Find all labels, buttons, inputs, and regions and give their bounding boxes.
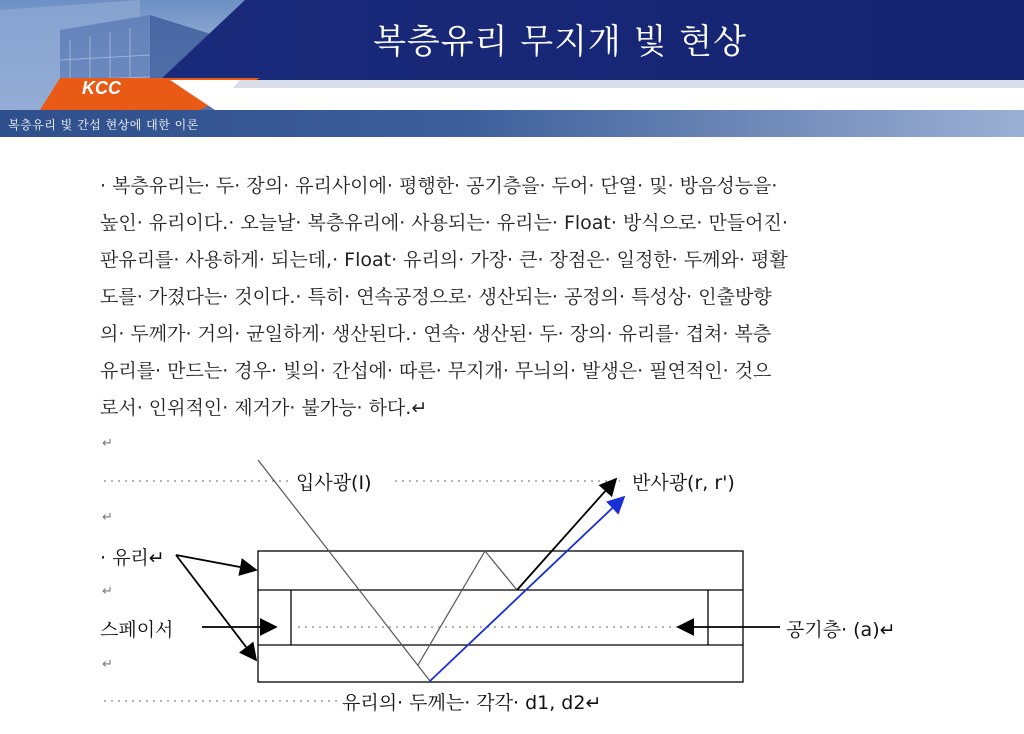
kcc-logo: KCC	[82, 78, 121, 98]
air-layer-label: 공기층· (a)↵	[786, 619, 896, 641]
paragraph-mark: ↵	[102, 510, 113, 525]
glass-arrow-bottom	[176, 555, 256, 660]
page-title: 복층유리 무지개 빛 현상	[373, 22, 747, 62]
paragraph-line: 의· 두께가· 거의· 균일하게· 생산된다.· 연속· 생산된· 두· 장의· 유리를· 겹쳐· 복층	[100, 323, 772, 345]
paragraph-mark: ↵	[102, 584, 113, 599]
spacer-label: 스페이서	[100, 619, 174, 641]
internal-reflection	[418, 551, 517, 665]
glass-label: · 유리↵	[100, 547, 165, 569]
subtitle-text: 복층유리 빛 간섭 현상에 대한 이론	[8, 118, 199, 132]
reflected-ray-blue	[430, 497, 624, 681]
incident-light-label: 입사광(I)	[296, 472, 372, 494]
reflected-light-label: 반사광(r, r')	[632, 472, 735, 494]
paragraph-line: 도를· 가졌다는· 것이다.· 특히· 연속공정으로· 생산되는· 공정의· 특성상· 인출방향	[100, 286, 772, 308]
paragraph-line: · 복층유리는· 두· 장의· 유리사이에· 평행한· 공기층을· 두어· 단열· 및· 방음성능을·	[100, 175, 778, 197]
thickness-label: 유리의· 두께는· 각각· d1, d2↵	[342, 692, 602, 714]
paragraph-line: 판유리를· 사용하게· 되는데,· Float· 유리의· 가장· 큰· 장점은· 일정한· 두께와· 평활	[100, 249, 788, 271]
paragraph-mark: ↵	[102, 657, 113, 672]
paragraph-mark: ↵	[102, 436, 113, 451]
reflected-ray-black	[517, 479, 616, 590]
paragraph-line: 유리를· 만드는· 경우· 빛의· 간섭에· 따른· 무지개· 무늬의· 발생은· 필연적인· 것으	[100, 360, 772, 382]
paragraph-line: 로서· 인위적인· 제거가· 불가능· 하다.↵	[100, 397, 428, 419]
paragraph-line: 높인· 유리이다.· 오늘날· 복층유리에· 사용되는· 유리는· Float· 방식으로· 만들어진·	[100, 212, 788, 234]
glass-arrow-top	[176, 555, 256, 570]
